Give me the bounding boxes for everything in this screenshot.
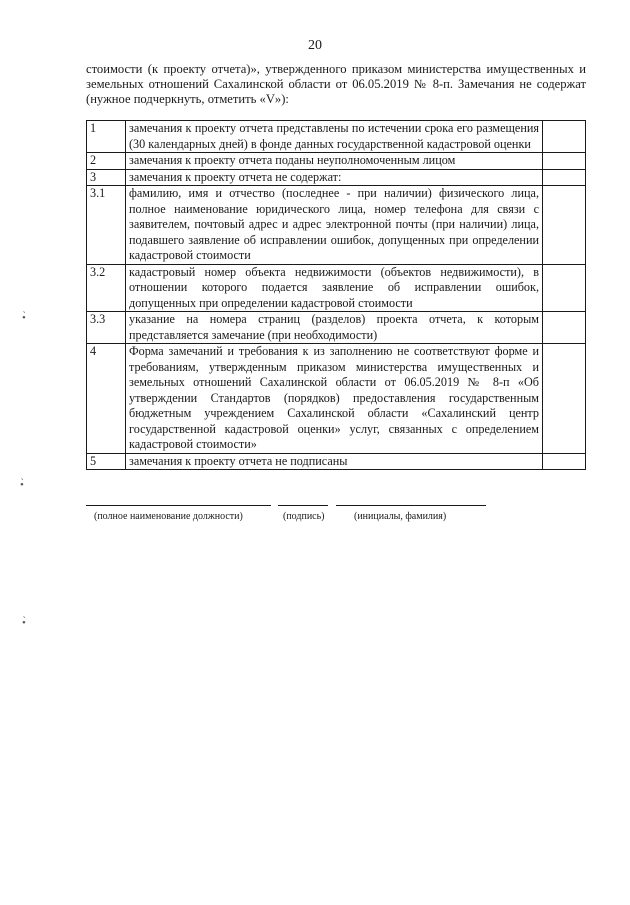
intro-paragraph: [86, 62, 586, 107]
row-mark-cell[interactable]: [543, 264, 586, 312]
table-row: [87, 312, 586, 344]
remarks-table: [86, 120, 586, 470]
row-mark-cell[interactable]: [543, 312, 586, 344]
table-row: [87, 153, 586, 170]
signature-caption: (подпись): [283, 511, 325, 522]
row-text: Форма замечаний и требования к из заполнению не соответствуют форме и требованиям, утвержденным приказом министерства имущественных и земельных отношений Сахалинской области от 06.05.2019 № 8-п «Об утверждении Стандартов (порядков) предоставления государственным бюджетным учреждением Сахалинской области «Сахалинский центр государственной кадастровой оценки» услуг, связанных с определением кадастровой стоимости»: [126, 344, 543, 454]
name-line[interactable]: [336, 505, 486, 506]
table-row: [87, 186, 586, 265]
row-mark-cell[interactable]: [543, 453, 586, 470]
row-mark-cell[interactable]: [543, 186, 586, 265]
row-number: 5: [87, 453, 126, 470]
signature-block: [86, 505, 486, 535]
row-mark-cell[interactable]: [543, 121, 586, 153]
table-row: [87, 344, 586, 454]
row-mark-cell[interactable]: [543, 344, 586, 454]
name-caption: (инициалы, фамилия): [354, 511, 447, 522]
row-text: фамилию, имя и отчество (последнее - при наличии) физического лица, полное наименование юридического лица, номер телефона для связи с заявителем, почтовый адрес и адрес электронной почты (при наличии) лица, подавшего заявление об исправлении ошибок, допущенных при определении кадастровой стоимости: [126, 186, 543, 265]
row-text: замечания к проекту отчета не подписаны: [126, 453, 543, 470]
row-number: 1: [87, 121, 126, 153]
row-number: 4: [87, 344, 126, 454]
row-mark-cell[interactable]: [543, 169, 586, 186]
row-number: 3.3: [87, 312, 126, 344]
position-line[interactable]: [86, 505, 271, 506]
position-caption: (полное наименование должности): [94, 511, 243, 522]
row-number: 2: [87, 153, 126, 170]
intro-text: стоимости (к проекту отчета)», утвержденного приказом министерства имущественных и земельных отношений Сахалинской области от 06.05.2019 № 8-п. Замечания не содержат (нужное подчеркнуть, отметить «V»):: [86, 62, 586, 106]
page-number: 20: [308, 38, 322, 53]
table-row: [87, 453, 586, 470]
row-text: замечания к проекту отчета представлены по истечении срока его размещения (30 календарных дней) в фонде данных государственной кадастровой оценки: [126, 121, 543, 153]
scan-speck: •̀: [22, 617, 26, 629]
row-text: кадастровый номер объекта недвижимости (объектов недвижимости), в отношении которого подается заявление об исправлении ошибок, допущенных при определении кадастровой стоимости: [126, 264, 543, 312]
signature-line[interactable]: [278, 505, 328, 506]
row-number: 3.1: [87, 186, 126, 265]
scan-speck: •̀: [22, 312, 26, 324]
row-number: 3.2: [87, 264, 126, 312]
row-mark-cell[interactable]: [543, 153, 586, 170]
table-row: [87, 121, 586, 153]
scan-speck: •̀: [20, 479, 24, 491]
row-number: 3: [87, 169, 126, 186]
table-row: [87, 264, 586, 312]
row-text: указание на номера страниц (разделов) проекта отчета, к которым представляется замечание (при необходимости): [126, 312, 543, 344]
row-text: замечания к проекту отчета поданы неуполномоченным лицом: [126, 153, 543, 170]
row-text: замечания к проекту отчета не содержат:: [126, 169, 543, 186]
table-row: [87, 169, 586, 186]
